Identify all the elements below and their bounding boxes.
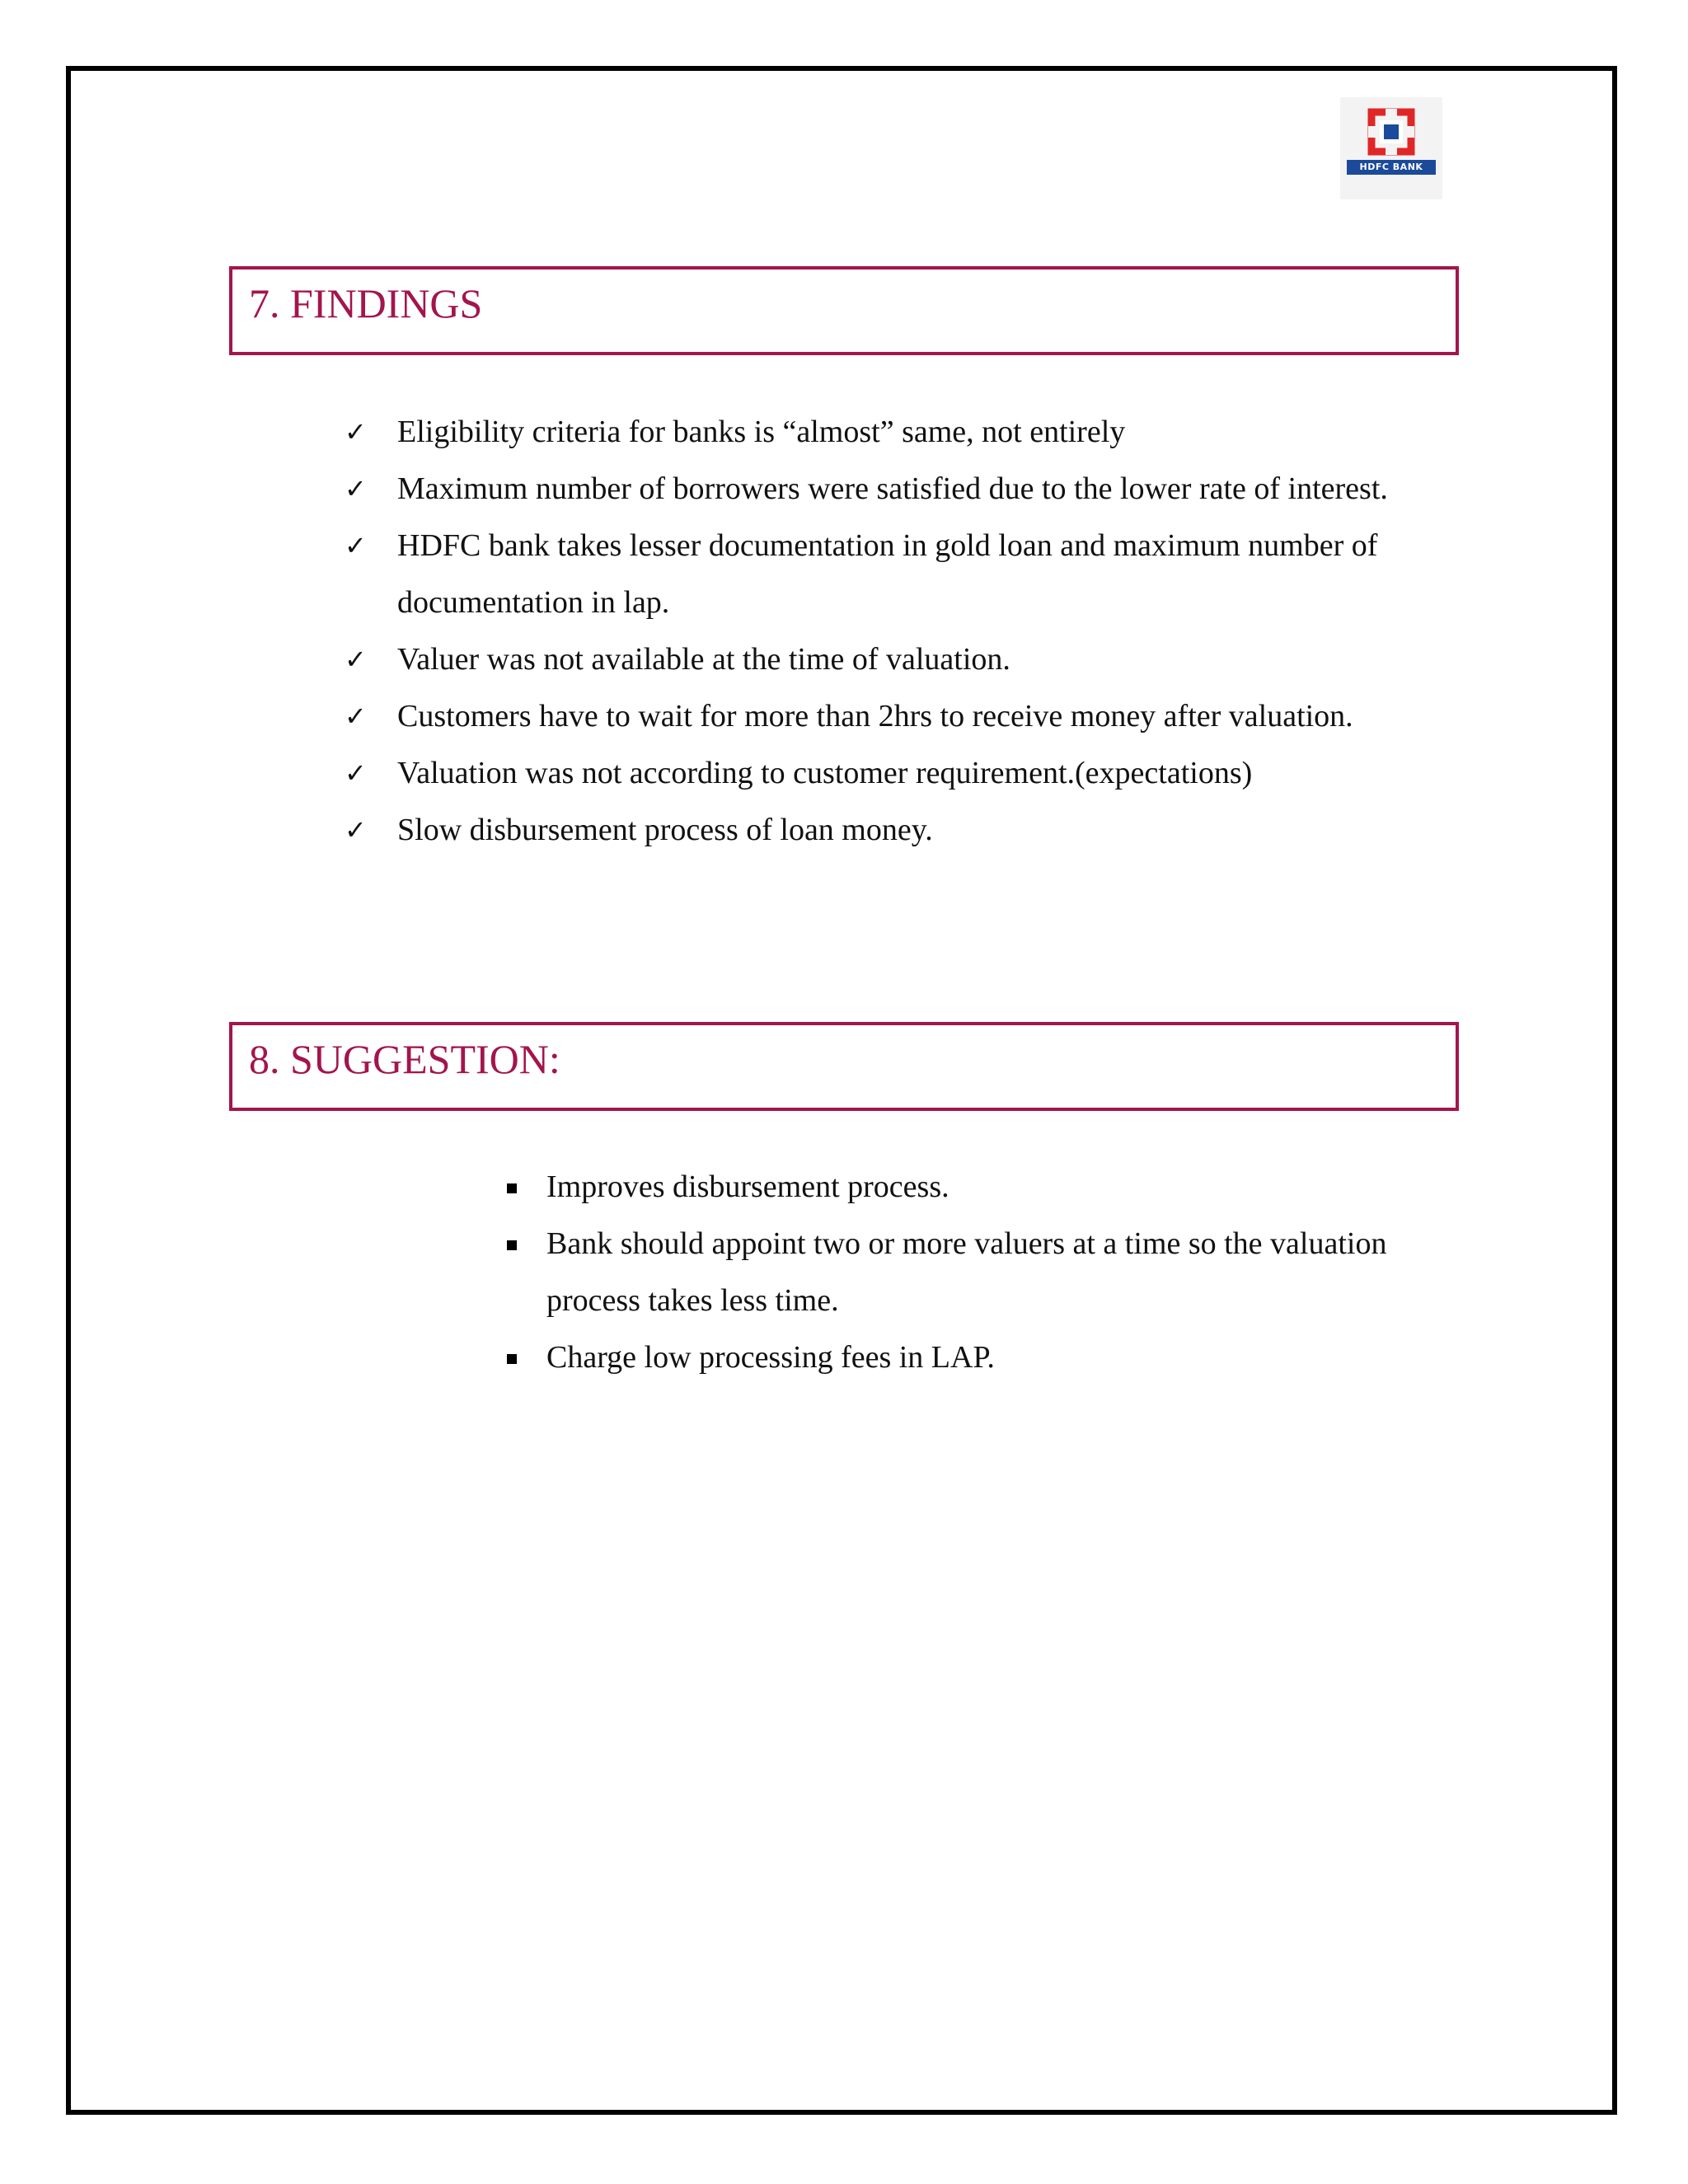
finding-text: Customers have to wait for more than 2hrs to receive money after valuation. — [397, 699, 1353, 733]
checkmark-icon: ✓ — [345, 416, 367, 448]
suggestion-text: Bank should appoint two or more valuers at a time so the valuation process takes less time. — [546, 1226, 1387, 1318]
list-item — [546, 1159, 1470, 1216]
list-item — [345, 802, 1469, 859]
checkmark-icon: ✓ — [345, 701, 367, 732]
suggestion-heading-box — [229, 1022, 1459, 1111]
finding-text: Valuer was not available at the time of valuation. — [397, 642, 1010, 677]
findings-list — [345, 404, 1469, 859]
list-item — [345, 461, 1469, 518]
square-bullet-icon — [499, 1216, 532, 1272]
checkmark-icon: ✓ — [345, 473, 367, 504]
finding-text: Slow disbursement process of loan money. — [397, 813, 933, 847]
suggestion-text: Charge low processing fees in LAP. — [546, 1340, 995, 1375]
logo-text: HDFC BANK — [1347, 160, 1436, 175]
list-item — [345, 745, 1469, 802]
list-item — [546, 1216, 1470, 1329]
checkmark-icon: ✓ — [345, 644, 367, 675]
findings-heading-box — [229, 266, 1459, 355]
hdfc-logo-mark-icon — [1340, 97, 1442, 199]
checkmark-icon: ✓ — [345, 757, 367, 789]
list-item — [345, 518, 1469, 631]
list-item — [345, 688, 1469, 745]
hdfc-bank-logo — [1340, 97, 1442, 199]
finding-text: HDFC bank takes lesser documentation in gold loan and maximum number of documentation in lap. — [397, 528, 1378, 620]
suggestion-text: Improves disbursement process. — [546, 1169, 950, 1204]
square-bullet-icon — [499, 1329, 532, 1386]
finding-text: Maximum number of borrowers were satisfied due to the lower rate of interest. — [397, 471, 1388, 506]
square-bullet-icon — [499, 1159, 532, 1216]
suggestion-heading: 8. SUGGESTION: — [249, 1036, 560, 1082]
checkmark-icon: ✓ — [345, 530, 367, 561]
list-item — [345, 404, 1469, 461]
list-item — [345, 631, 1469, 688]
checkmark-icon: ✓ — [345, 814, 367, 846]
findings-heading: 7. FINDINGS — [249, 280, 483, 326]
finding-text: Valuation was not according to customer requirement.(expectations) — [397, 756, 1253, 790]
list-item — [546, 1329, 1470, 1386]
finding-text: Eligibility criteria for banks is “almost” same, not entirely — [397, 415, 1126, 449]
suggestion-list — [546, 1159, 1470, 1386]
